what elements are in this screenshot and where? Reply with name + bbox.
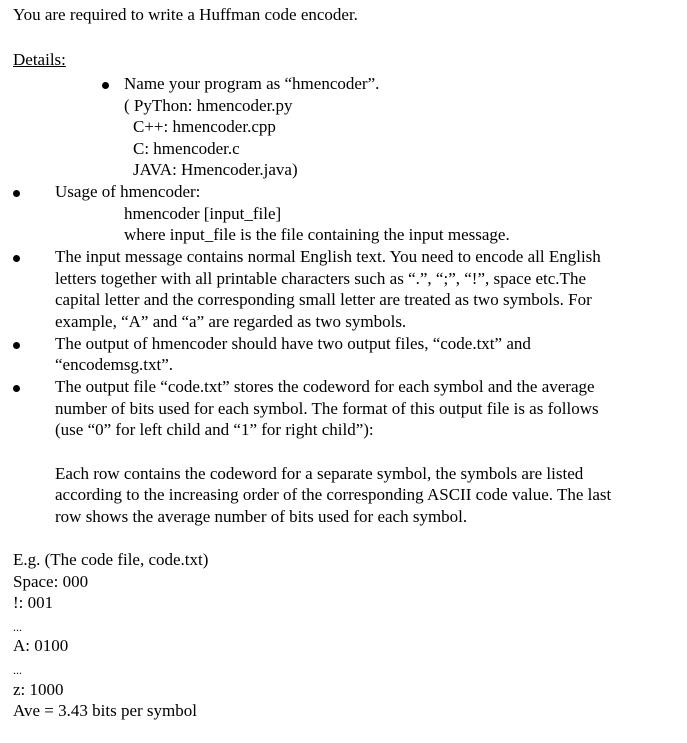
name-item-line2: ( PyThon: hmencoder.py (124, 96, 293, 115)
name-item-line5: JAVA: Hmencoder.java) (133, 160, 298, 179)
codefile-para-line1: Each row contains the codeword for a separate symbol, the symbols are listed (55, 464, 584, 483)
bullet-icon (13, 255, 20, 262)
codefile-item-line2: number of bits used for each symbol. The format of this output file is as follows (55, 399, 599, 418)
codefile-para-line3: row shows the average number of bits used for each symbol. (55, 507, 468, 526)
codefile-item-line3: (use “0” for left child and “1” for right child”): (55, 420, 374, 439)
output-item-line1: The output of hmencoder should have two output files, “code.txt” and (55, 334, 531, 353)
name-item-line4: C: hmencoder.c (133, 139, 240, 158)
example-ellipsis: ... (13, 663, 22, 677)
example-line-space: Space: 000 (13, 572, 89, 591)
output-item-line2: “encodemsg.txt”. (55, 355, 174, 374)
name-item-line3: C++: hmencoder.cpp (133, 117, 276, 136)
example-line-z: z: 1000 (13, 680, 64, 699)
example-ellipsis: ... (13, 620, 22, 634)
input-item-line3: capital letter and the corresponding small letter are treated as two symbols. For (55, 290, 592, 309)
input-item-line1: The input message contains normal English text. You need to encode all English (55, 247, 601, 266)
example-average-line: Ave = 3.43 bits per symbol (13, 701, 197, 720)
example-line-a: A: 0100 (13, 636, 69, 655)
example-title: E.g. (The code file, code.txt) (13, 550, 209, 569)
usage-item-line1: Usage of hmencoder: (55, 182, 201, 201)
bullet-icon (13, 190, 20, 197)
bullet-icon (13, 342, 20, 349)
usage-item-line2: hmencoder [input_file] (124, 204, 282, 223)
bullet-icon (13, 385, 20, 392)
codefile-item-line1: The output file “code.txt” stores the codeword for each symbol and the average (55, 377, 595, 396)
details-heading: Details: (13, 50, 66, 69)
codefile-para-line2: according to the increasing order of the corresponding ASCII code value. The last (55, 485, 612, 504)
intro-text: You are required to write a Huffman code encoder. (13, 5, 358, 24)
usage-item-line3: where input_file is the file containing the input message. (124, 225, 510, 244)
input-item-line4: example, “A” and “a” are regarded as two symbols. (55, 312, 407, 331)
name-item-line1: Name your program as “hmencoder”. (124, 74, 380, 93)
example-line-exclaim: !: 001 (13, 593, 54, 612)
input-item-line2: letters together with all printable characters such as “.”, “;”, “!”, space etc.The (55, 269, 586, 288)
bullet-icon (102, 82, 109, 89)
